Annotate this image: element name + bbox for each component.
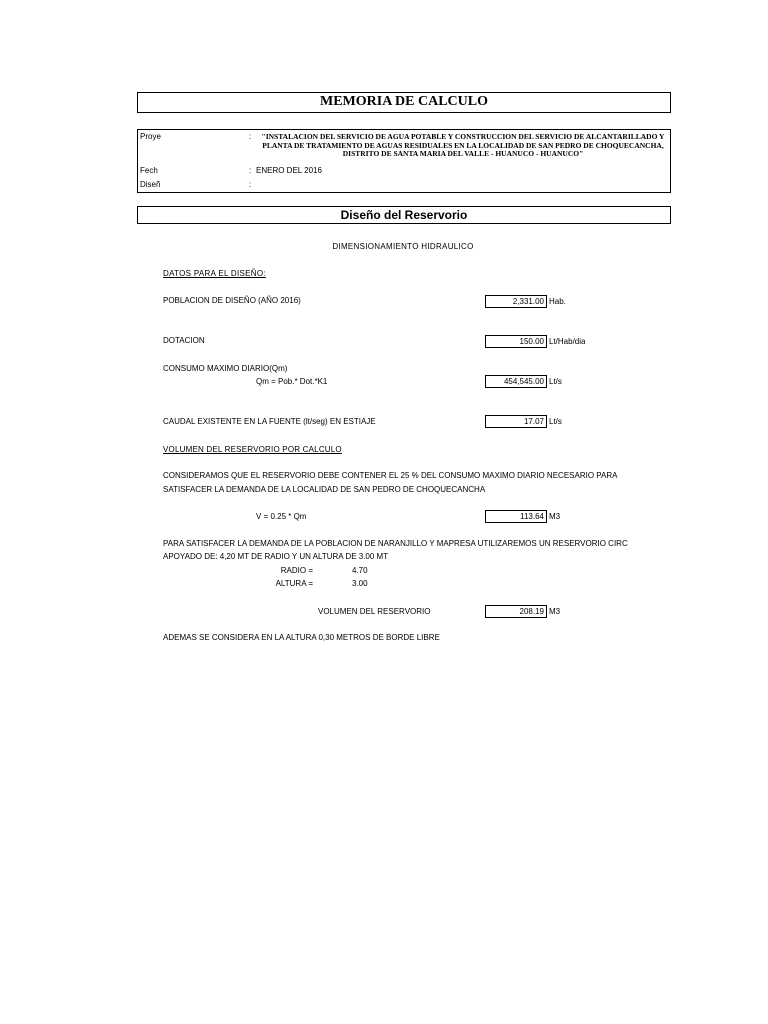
radio-label: RADIO = xyxy=(280,566,313,575)
volumen-calc-value: 113.64 xyxy=(485,510,547,523)
disenio-label: Diseñ xyxy=(140,180,161,189)
project-description xyxy=(257,133,669,159)
proyecto-label: Proye xyxy=(140,132,161,141)
altura-label: ALTURA = xyxy=(275,579,313,588)
volumen-formula: V = 0.25 * Qm xyxy=(256,512,307,521)
consumo-formula: Qm = Pob.* Dot.*K1 xyxy=(256,377,328,386)
page-title: MEMORIA DE CALCULO xyxy=(319,94,488,109)
section-title: Diseño del Reservorio xyxy=(340,208,468,222)
consumo-unit: Lt/s xyxy=(549,377,562,386)
borde-libre-note: ADEMAS SE CONSIDERA EN LA ALTURA 0,30 METROS DE BORDE LIBRE xyxy=(163,633,440,642)
volumen-calc-unit: M3 xyxy=(549,512,561,521)
project-line-2: PLANTA DE TRATAMIENTO DE AGUAS RESIDUALES EN LA LOCALIDAD DE SAN PEDRO DE CHOQUECANCHA, xyxy=(262,141,664,150)
caudal-unit: Lt/s xyxy=(549,417,562,426)
project-line-3: DISTRITO DE SANTA MARIA DEL VALLE - HUANUCO - HUANUCO" xyxy=(342,149,584,158)
project-line-1: "INSTALACION DEL SERVICIO DE AGUA POTABLE Y CONSTRUCCION DEL SERVICIO DE ALCANTARILLADO Y xyxy=(261,133,665,141)
volumen-reservorio-value: 208.19 xyxy=(485,605,547,618)
volumen-heading: VOLUMEN DEL RESERVORIO POR CALCULO xyxy=(163,445,342,454)
caudal-label: CAUDAL EXISTENTE EN LA FUENTE (lt/seg) EN ESTIAJE xyxy=(163,417,376,426)
title-box xyxy=(137,92,671,113)
datos-heading: DATOS PARA EL DISEÑO: xyxy=(163,269,266,278)
proyecto-colon: : xyxy=(249,132,252,141)
caudal-value: 17.07 xyxy=(485,415,547,428)
dotacion-unit: Lt/Hab/dia xyxy=(549,337,586,346)
poblacion-value: 2,331.00 xyxy=(485,295,547,308)
radio-value: 4.70 xyxy=(352,566,368,575)
poblacion-unit: Hab. xyxy=(549,297,566,306)
poblacion-label: POBLACION DE DISEÑO (AÑO 2016) xyxy=(163,296,301,305)
section-subtitle: DIMENSIONAMIENTO HIDRAULICO xyxy=(332,242,474,251)
dotacion-label: DOTACION xyxy=(163,336,205,345)
fecha-value: ENERO DEL 2016 xyxy=(256,166,322,175)
disenio-colon: : xyxy=(249,180,252,189)
volumen-reservorio-label: VOLUMEN DEL RESERVORIO xyxy=(318,607,431,616)
volumen-paragraph-1-line-1: CONSIDERAMOS QUE EL RESERVORIO DEBE CONTENER EL 25 % DEL CONSUMO MAXIMO DIARIO NECESARIO PARA xyxy=(163,471,618,480)
fecha-colon: : xyxy=(249,166,252,175)
altura-value: 3.00 xyxy=(352,579,368,588)
dotacion-value: 150.00 xyxy=(485,335,547,348)
volumen-reservorio-unit: M3 xyxy=(549,607,561,616)
consumo-label: CONSUMO MAXIMO DIARIO(Qm) xyxy=(163,364,288,373)
volumen-paragraph-1-line-2: SATISFACER LA DEMANDA DE LA LOCALIDAD DE SAN PEDRO DE CHOQUECANCHA xyxy=(163,485,486,494)
fecha-label: Fech xyxy=(140,166,158,175)
section-title-box xyxy=(137,206,671,224)
volumen-paragraph-2-line-1: PARA SATISFACER LA DEMANDA DE LA POBLACION DE NARANJILLO Y MAPRESA UTILIZAREMOS UN RESERVORIO CIRC xyxy=(163,539,628,548)
volumen-paragraph-2-line-2: APOYADO DE: 4,20 MT DE RADIO Y UN ALTURA DE 3.00 MT xyxy=(163,552,389,561)
consumo-value: 454,545.00 xyxy=(485,375,547,388)
